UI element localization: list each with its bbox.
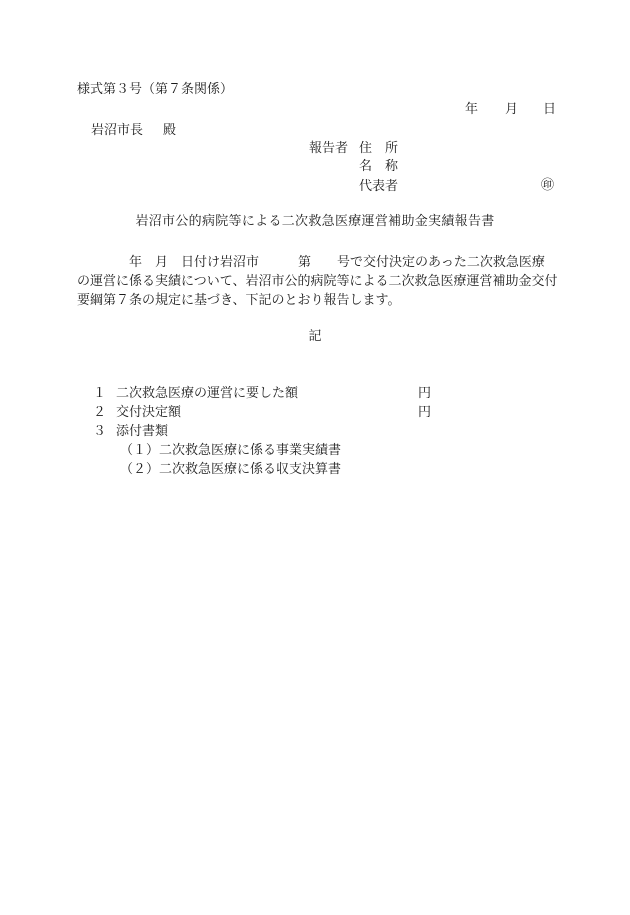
date-year-label: 年 (465, 102, 479, 117)
document-title: 岩沼市公的病院等による二次救急医療運営補助金実績報告書 (135, 214, 495, 229)
item-number: ３ (93, 424, 107, 439)
body-line: 年 月 日付け岩沼市 第 号で交付決定のあった二次救急医療 (77, 255, 545, 270)
addressee-suffix: 殿 (163, 123, 177, 138)
ki-heading: 記 (308, 329, 322, 344)
attachment-item: （１）二次救急医療に係る事業実績書 (120, 443, 342, 458)
address-label: 住 所 (359, 141, 399, 156)
addressee (91, 124, 176, 137)
body-line: 要綱第７条の規定に基づき、下記のとおり報告します。 (77, 293, 401, 308)
reporter-label: 報告者 (309, 141, 349, 156)
representative-label: 代表者 (359, 179, 399, 194)
date-month-label: 月 (505, 102, 519, 117)
attachment-item: （２）二次救急医療に係る収支決算書 (120, 462, 342, 477)
item-text: 添付書類 (116, 424, 169, 439)
body-paragraph (77, 253, 558, 310)
seal-mark: ㊞ (541, 178, 555, 193)
date-day-label: 日 (543, 102, 557, 117)
item-number: ２ (93, 405, 107, 420)
name-label: 名 称 (359, 159, 399, 174)
item-unit: 円 (418, 405, 432, 420)
form-number: 様式第３号（第７条関係） (77, 82, 234, 97)
date-line (0, 103, 630, 119)
item-text: 二次救急医療の運営に要した額 (116, 386, 299, 401)
item-number: １ (93, 386, 107, 401)
item-text: 交付決定額 (116, 405, 182, 420)
item-unit: 円 (418, 386, 432, 401)
body-line: の運営に係る実績について、岩沼市公的病院等による二次救急医療運営補助金交付 (77, 274, 558, 289)
addressee-name: 岩沼市長 (91, 123, 144, 138)
